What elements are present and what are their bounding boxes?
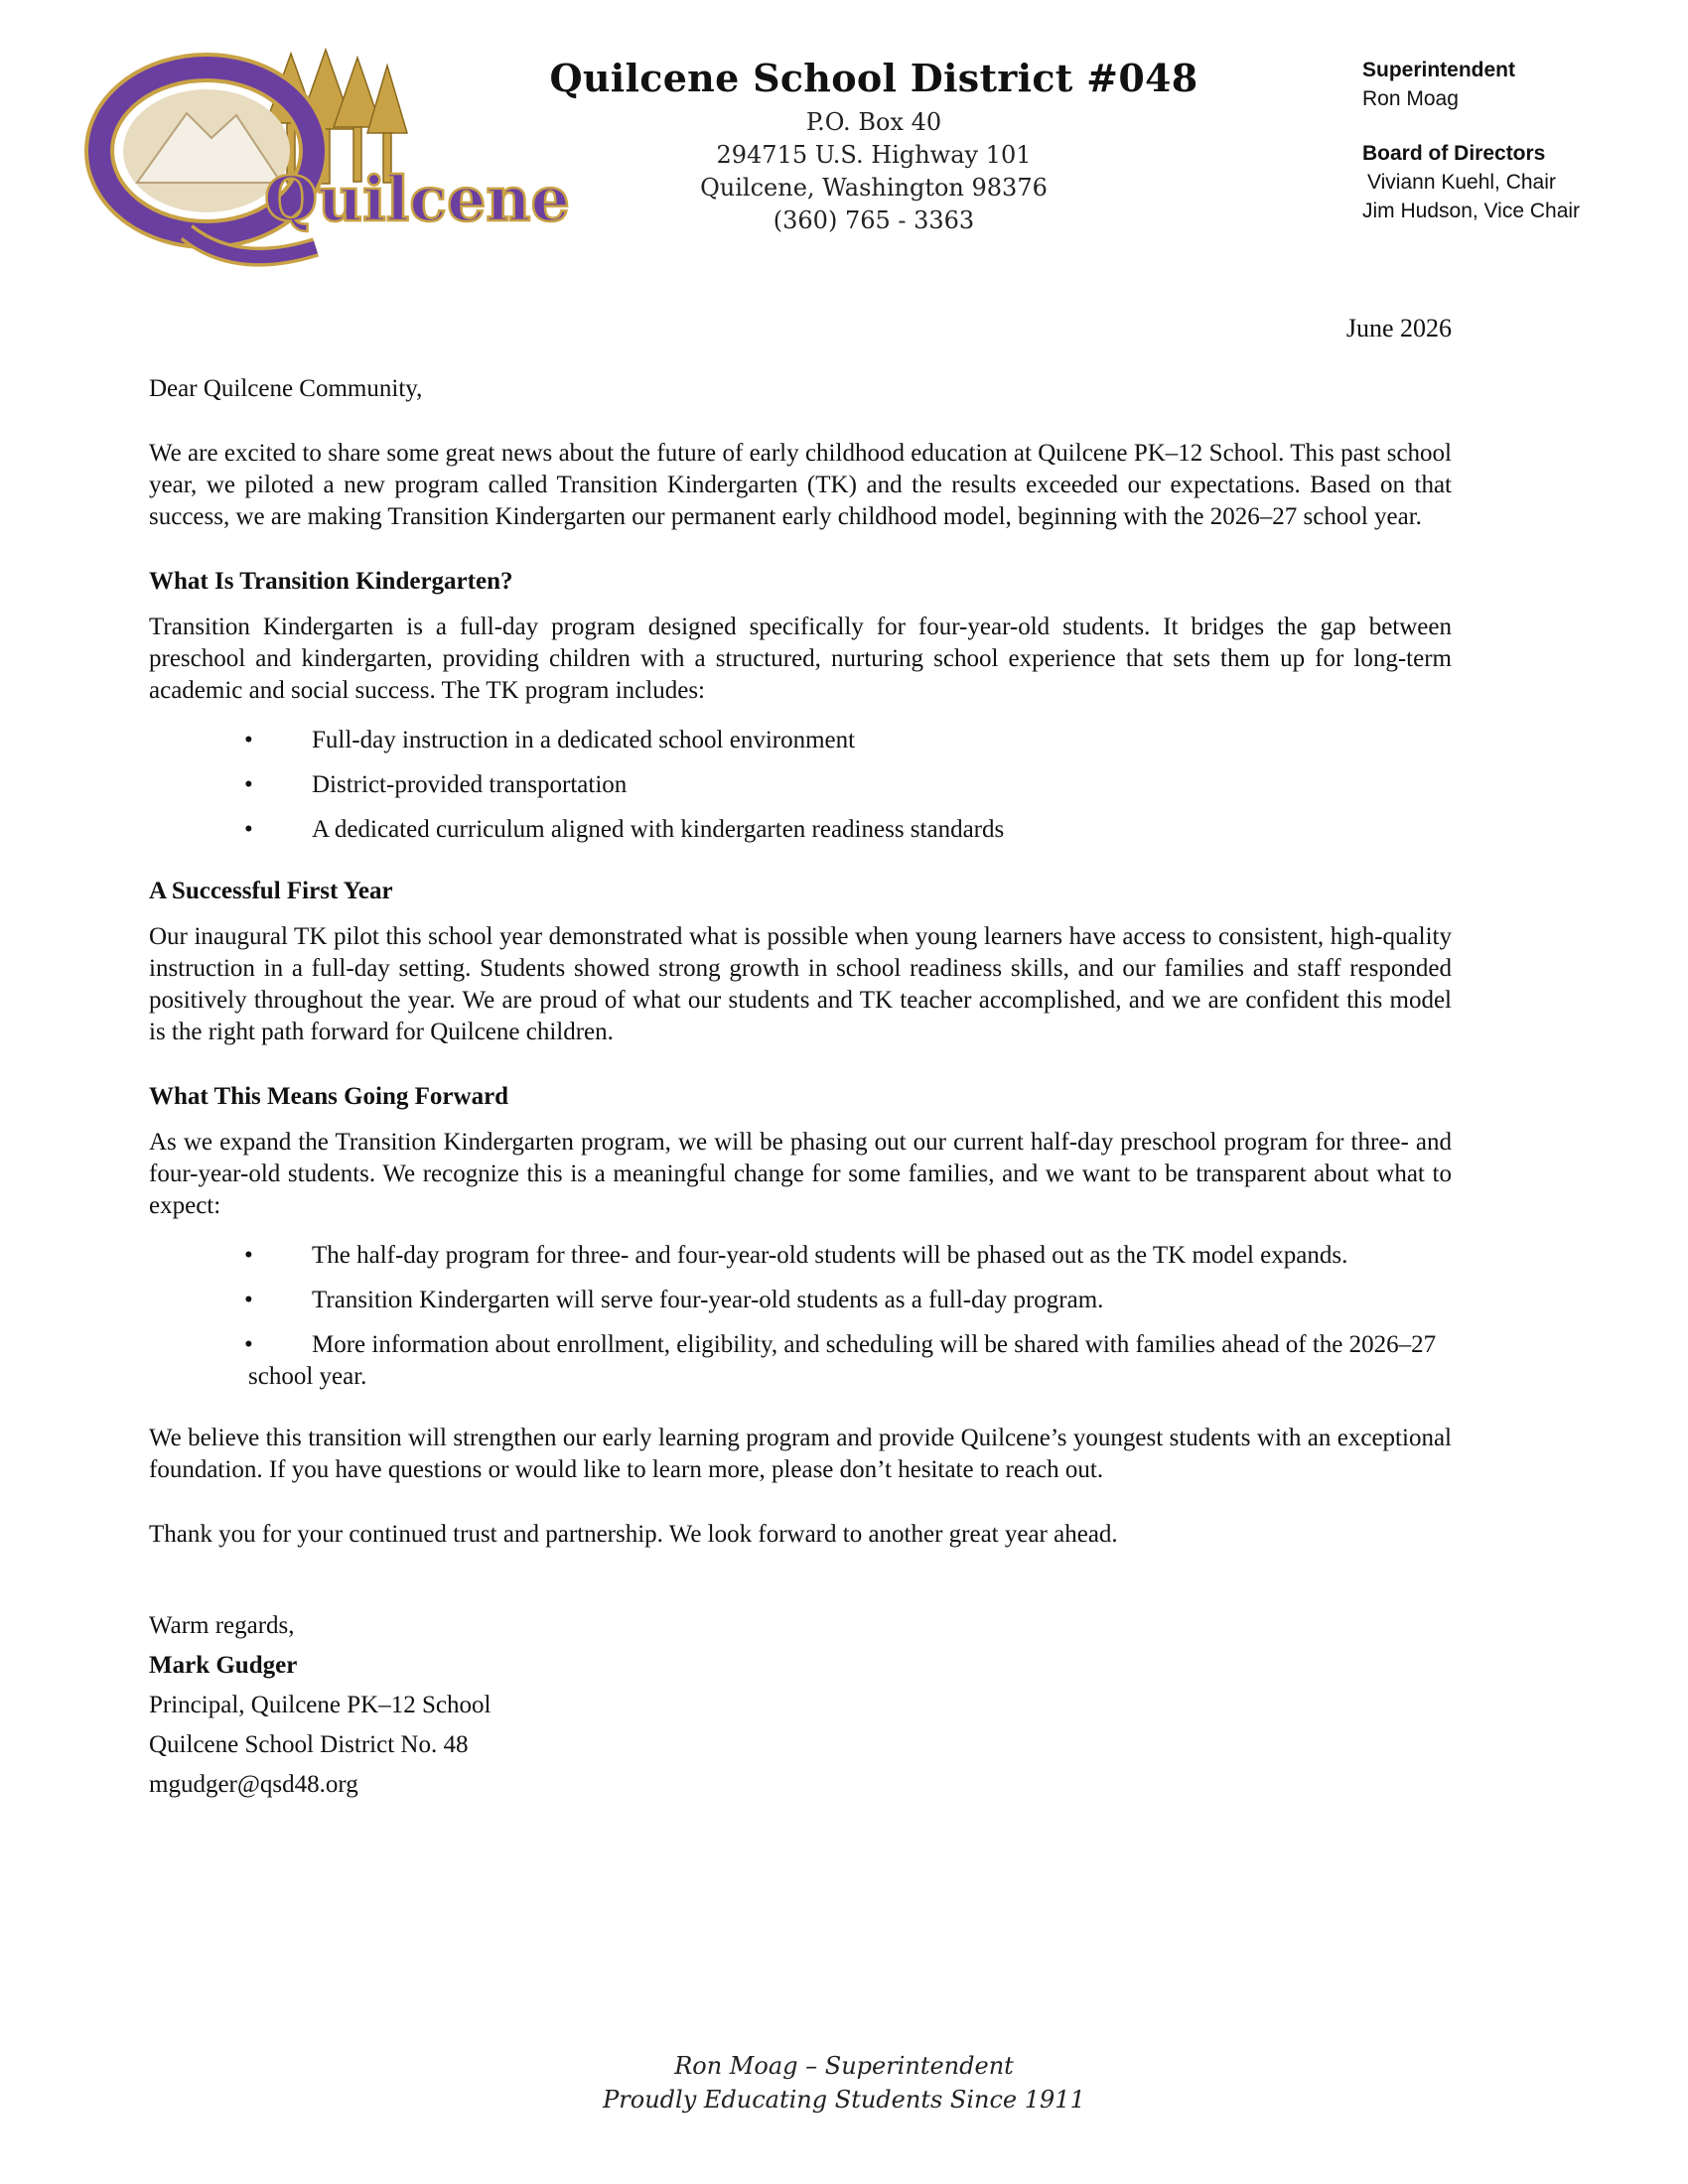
list-item: • More information about enrollment, eligibility, and scheduling will be shared with families ahead of the 2026–27 school year. bbox=[244, 1331, 1437, 1390]
section-paragraph: Transition Kindergarten is a full-day program designed specifically for four-year-old students. It bridges the gap between preschool and kindergarten, providing children with a structured, nurturing school experience that sets them up for long-term academic and social success. The TK program includes: bbox=[149, 614, 1452, 704]
board-label: Board of Directors bbox=[1362, 142, 1546, 165]
district-name: Quilcene School District #048 bbox=[549, 56, 1198, 100]
logo-wordmark: Quilcene bbox=[264, 163, 570, 235]
superintendent-label: Superintendent bbox=[1362, 59, 1516, 81]
closing-paragraph: Thank you for your continued trust and partnership. We look forward to another great year ahead. bbox=[149, 1521, 1118, 1548]
district-logo bbox=[87, 44, 570, 262]
sidebar-spacer bbox=[1362, 113, 1620, 139]
list-item: • District-provided transportation bbox=[244, 771, 628, 798]
section-paragraph: Our inaugural TK pilot this school year demonstrated what is possible when young learners have access to consistent, high-quality instruction in a full-day setting. Students showed strong growth in school readiness skills, and our families and staff responded positively throughout the year. We are proud of what our students and TK teacher accomplished, and we are confident this model is the right path forward for Quilcene children. bbox=[149, 923, 1452, 1045]
signer-title: Principal, Quilcene PK–12 School bbox=[149, 1692, 492, 1718]
section-paragraph: As we expand the Transition Kindergarten program, we will be phasing out our current half-day preschool program for three- and four-year-old students. We recognize this is a meaningful change for some families, and we want to be transparent about what to expect: bbox=[149, 1129, 1452, 1219]
leadership-sidebar bbox=[1362, 56, 1620, 292]
superintendent-name: Ron Moag bbox=[1362, 87, 1459, 110]
list-item: • A dedicated curriculum aligned with kindergarten readiness standards bbox=[244, 816, 1005, 843]
quilcene-logo-graphic bbox=[87, 44, 570, 262]
address-street: 294715 U.S. Highway 101 bbox=[716, 141, 1032, 169]
address-phone: (360) 765 - 3363 bbox=[773, 206, 975, 234]
closing-paragraph: We believe this transition will strengthen our early learning program and provide Quilcene’s youngest students with an exceptional foundation. If you have questions or would like to learn more, please don’t hesitate to reach out. bbox=[149, 1425, 1452, 1483]
list-item: • Full-day instruction in a dedicated school environment bbox=[244, 727, 856, 753]
page-footer bbox=[447, 2049, 1241, 2116]
letter-date: June 2026 bbox=[1345, 314, 1452, 342]
salutation: Dear Quilcene Community, bbox=[149, 375, 423, 402]
footer-superintendent: Ron Moag – Superintendent bbox=[674, 2052, 1014, 2080]
list-item: • The half-day program for three- and four-year-old students will be phased out as the TK model expands. bbox=[244, 1242, 1348, 1269]
signoff: Warm regards, bbox=[149, 1612, 295, 1639]
letter-body bbox=[149, 373, 1452, 1805]
section-heading: What Is Transition Kindergarten? bbox=[149, 568, 513, 595]
program-features-list bbox=[149, 725, 1452, 846]
board-member: Viviann Kuehl, Chair bbox=[1367, 171, 1556, 194]
section-heading: What This Means Going Forward bbox=[149, 1083, 509, 1110]
signature-block bbox=[149, 1606, 1452, 1805]
address-city: Quilcene, Washington 98376 bbox=[700, 174, 1048, 202]
board-member: Jim Hudson, Vice Chair bbox=[1362, 200, 1581, 222]
changes-list bbox=[149, 1240, 1452, 1393]
signer-name: Mark Gudger bbox=[149, 1652, 298, 1679]
list-item: • Transition Kindergarten will serve four-year-old students as a full-day program. bbox=[244, 1287, 1104, 1313]
address-po-box: P.O. Box 40 bbox=[805, 108, 942, 136]
section-heading: A Successful First Year bbox=[149, 878, 393, 904]
footer-tagline: Proudly Educating Students Since 1911 bbox=[603, 2086, 1085, 2114]
signer-email: mgudger@qsd48.org bbox=[149, 1771, 358, 1798]
letterhead bbox=[546, 56, 1201, 237]
signer-org: Quilcene School District No. 48 bbox=[149, 1731, 469, 1758]
intro-paragraph: We are excited to share some great news about the future of early childhood education at Quilcene PK–12 School. This past school year, we piloted a new program called Transition Kindergarten (TK) and the results exceeded our expectations. Based on that success, we are making Transition Kindergarten our permanent early childhood model, beginning with the 2026–27 school year. bbox=[149, 440, 1452, 530]
